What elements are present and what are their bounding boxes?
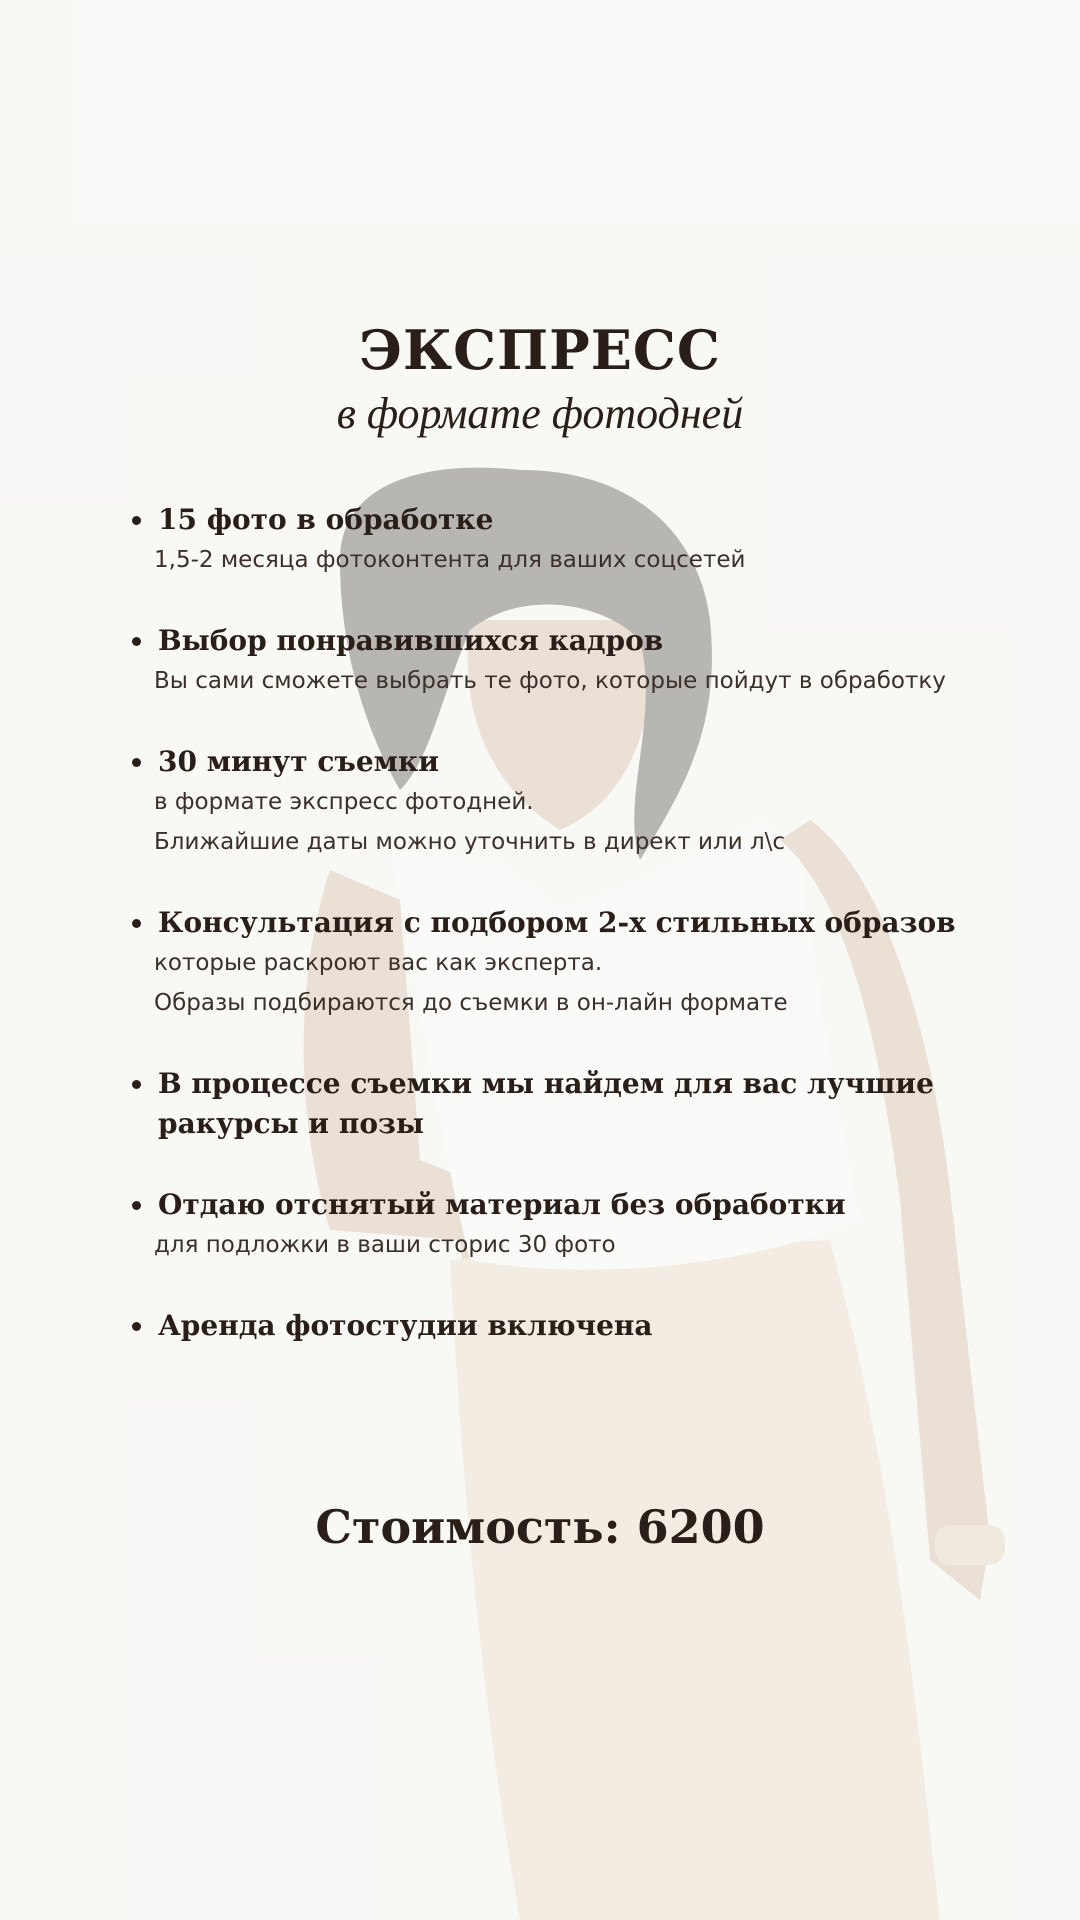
bullet-icon — [132, 1080, 141, 1089]
feature-desc: Образы подбираются до съемки в он-лайн формате — [154, 990, 788, 1016]
feature-desc: в формате экспресс фотодней. — [154, 789, 534, 815]
price-label: Стоимость: 6200 — [315, 1500, 765, 1554]
bullet-icon — [132, 758, 141, 767]
page-subtitle: в формате фотодней — [336, 389, 744, 438]
feature-title: Консультация с подбором 2-х стильных образов — [158, 906, 956, 939]
feature-item — [128, 1185, 1008, 1306]
feature-item — [128, 1306, 1008, 1356]
feature-desc: Ближайшие даты можно уточнить в директ или л\с — [154, 829, 786, 855]
feature-title: Отдаю отснятый материал без обработки — [158, 1188, 846, 1221]
feature-desc: которые раскроют вас как эксперта. — [154, 950, 603, 976]
feature-title: Аренда фотостудии включена — [158, 1309, 653, 1342]
feature-item — [128, 621, 1008, 742]
bullet-icon — [132, 1201, 141, 1210]
features-list — [128, 500, 1008, 1356]
feature-title: 15 фото в обработке — [158, 503, 494, 536]
feature-item — [128, 1064, 1008, 1185]
bullet-icon — [132, 1322, 141, 1331]
feature-desc: для подложки в ваши сторис 30 фото — [154, 1232, 616, 1258]
feature-title: 30 минут съемки — [158, 745, 439, 778]
feature-title: Выбор понравившихся кадров — [158, 624, 664, 657]
bullet-icon — [132, 637, 141, 646]
feature-item — [128, 500, 1008, 621]
bullet-icon — [132, 919, 141, 928]
feature-desc: 1,5-2 месяца фотоконтента для ваших соцсетей — [154, 547, 746, 573]
feature-item — [128, 903, 1008, 1064]
bullet-icon — [132, 516, 141, 525]
page-title: ЭКСПРЕСС — [359, 318, 721, 382]
feature-desc: Вы сами сможете выбрать те фото, которые пойдут в обработку — [154, 668, 946, 694]
feature-title: В процессе съемки мы найдем для вас лучшие ракурсы и позы — [158, 1067, 934, 1140]
feature-item — [128, 742, 1008, 903]
